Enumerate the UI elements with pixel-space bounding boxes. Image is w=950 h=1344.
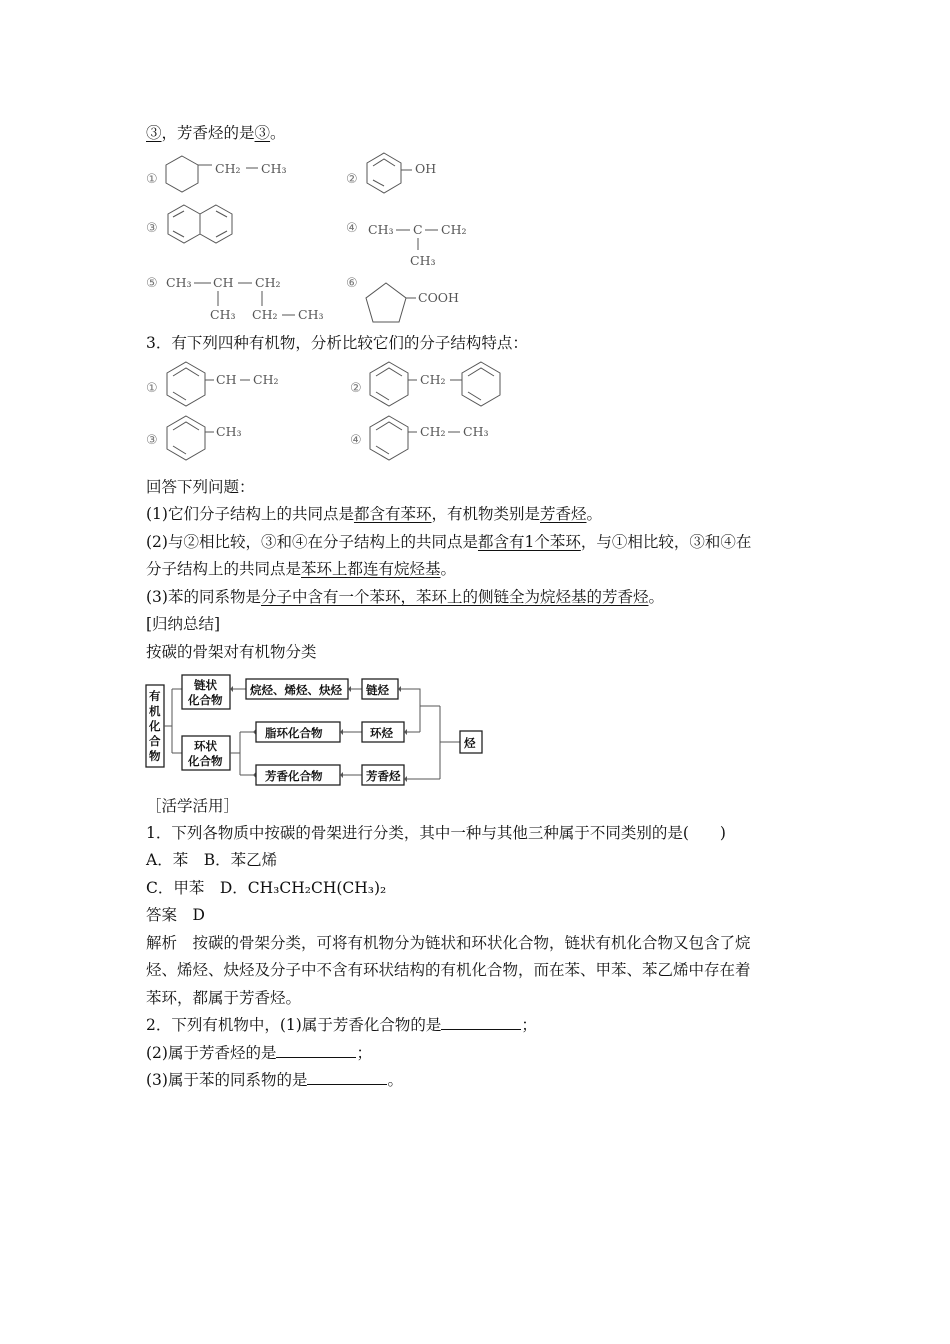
label-4: ④: [346, 221, 358, 236]
label-3: ③: [146, 433, 158, 448]
label-1: ①: [146, 381, 158, 396]
explanation-line: 解析 按碳的骨架分类，可将有机物分为链状和环状化合物，链状有机化合物又包含了烷: [146, 934, 751, 952]
chem-text: CH₃: [368, 222, 394, 237]
chem-text: CH₂: [252, 307, 278, 322]
label-3: ③: [146, 221, 158, 236]
practice-question-2b: (2)属于芳香烃的是 ；: [146, 1044, 372, 1062]
chem-text: CH₂: [441, 222, 467, 237]
box-text: 有: [149, 689, 161, 703]
option-ab: A．苯 B．苯乙烯: [146, 851, 278, 869]
answer-blank: ③: [146, 124, 162, 142]
answer-blank[interactable]: [441, 1015, 521, 1030]
box-text: 芳香化合物: [265, 769, 323, 783]
explanation-line: 烃、烯烃、炔烃及分子中不含有环状结构的有机化合物，而在苯、甲苯、苯乙烯中存在着: [146, 961, 751, 979]
box-text: 机: [149, 704, 161, 718]
chem-text: CH₃: [166, 275, 192, 290]
box-text: 化合物: [188, 693, 223, 707]
label-2: ②: [346, 172, 358, 187]
answer-blank[interactable]: [307, 1070, 387, 1085]
summary-title: 按碳的骨架对有机物分类: [146, 643, 317, 661]
explanation-line: 苯环，都属于芳香烃。: [146, 989, 302, 1007]
chem-text: CH₃: [261, 161, 287, 176]
practice-heading: ［活学活用］: [146, 797, 240, 815]
label-5: ⑤: [146, 276, 158, 291]
chem-text: CH₂: [253, 372, 279, 387]
chem-text: CH₂: [420, 424, 446, 439]
label-2: ②: [350, 381, 362, 396]
box-text: 链烃: [366, 683, 389, 697]
practice-question-2: 2．下列有机物中，(1)属于芳香化合物的是 ；: [146, 1016, 537, 1034]
chem-text: CH₂: [420, 372, 446, 387]
box-text: 环状: [194, 739, 217, 753]
box-text: 芳香烃: [366, 769, 401, 783]
summary-heading: [归纳总结]: [146, 615, 221, 633]
label-6: ⑥: [346, 276, 358, 291]
box-text: 链状: [194, 678, 217, 692]
box-text: 物: [149, 749, 161, 763]
box-text: 烃: [464, 736, 476, 750]
practice-question-1: 1．下列各物质中按碳的骨架进行分类，其中一种与其他三种属于不同类别的是( ): [146, 824, 726, 842]
chem-text: CH: [213, 275, 234, 290]
prev-answer-line: ③，芳香烃的是③。: [146, 124, 286, 142]
box-text: 化合物: [188, 754, 223, 768]
answer-2: (2)与②相比较，③和④在分子结构上的共同点是都含有1个苯环，与①相比较，③和④在: [146, 533, 752, 551]
chem-text: CH₃: [210, 307, 236, 322]
chem-text: CH₃: [298, 307, 324, 322]
chem-text: CH₃: [216, 424, 242, 439]
answer-2-cont: 分子结构上的共同点是苯环上都连有烷烃基。: [146, 560, 457, 578]
answer-heading: 回答下列问题：: [146, 478, 255, 496]
chem-text: CH₃: [463, 424, 489, 439]
box-text: 合: [149, 734, 161, 748]
box-text: 烷烃、烯烃、炔烃: [250, 683, 342, 697]
answer-1: (1)它们分子结构上的共同点是都含有苯环，有机物类别是芳香烃。: [146, 505, 603, 523]
chem-text: CH₃: [410, 253, 436, 268]
chem-text: COOH: [418, 290, 459, 305]
box-text: 环烃: [370, 726, 393, 740]
label-1: ①: [146, 172, 158, 187]
question-3-stem: 3．有下列四种有机物，分析比较它们的分子结构特点：: [146, 334, 528, 352]
chem-text: CH: [216, 372, 237, 387]
label-4: ④: [350, 433, 362, 448]
chem-text: OH: [415, 161, 437, 176]
answer-3: (3)苯的同系物是分子中含有一个苯环，苯环上的侧链全为烷烃基的芳香烃。: [146, 588, 664, 606]
box-text: 化: [149, 719, 161, 733]
box-text: 脂环化合物: [265, 726, 323, 740]
option-cd: C．甲苯 D．CH₃CH₂CH(CH₃)₂: [146, 879, 387, 897]
answer-blank[interactable]: [276, 1043, 356, 1058]
practice-question-2c: (3)属于苯的同系物的是 。: [146, 1071, 403, 1089]
answer-blank: ③: [254, 124, 271, 142]
chem-text: C: [413, 222, 423, 237]
chem-text: CH₂: [255, 275, 281, 290]
chem-text: CH₂: [215, 161, 241, 176]
answer-text: 答案 D: [146, 906, 205, 924]
